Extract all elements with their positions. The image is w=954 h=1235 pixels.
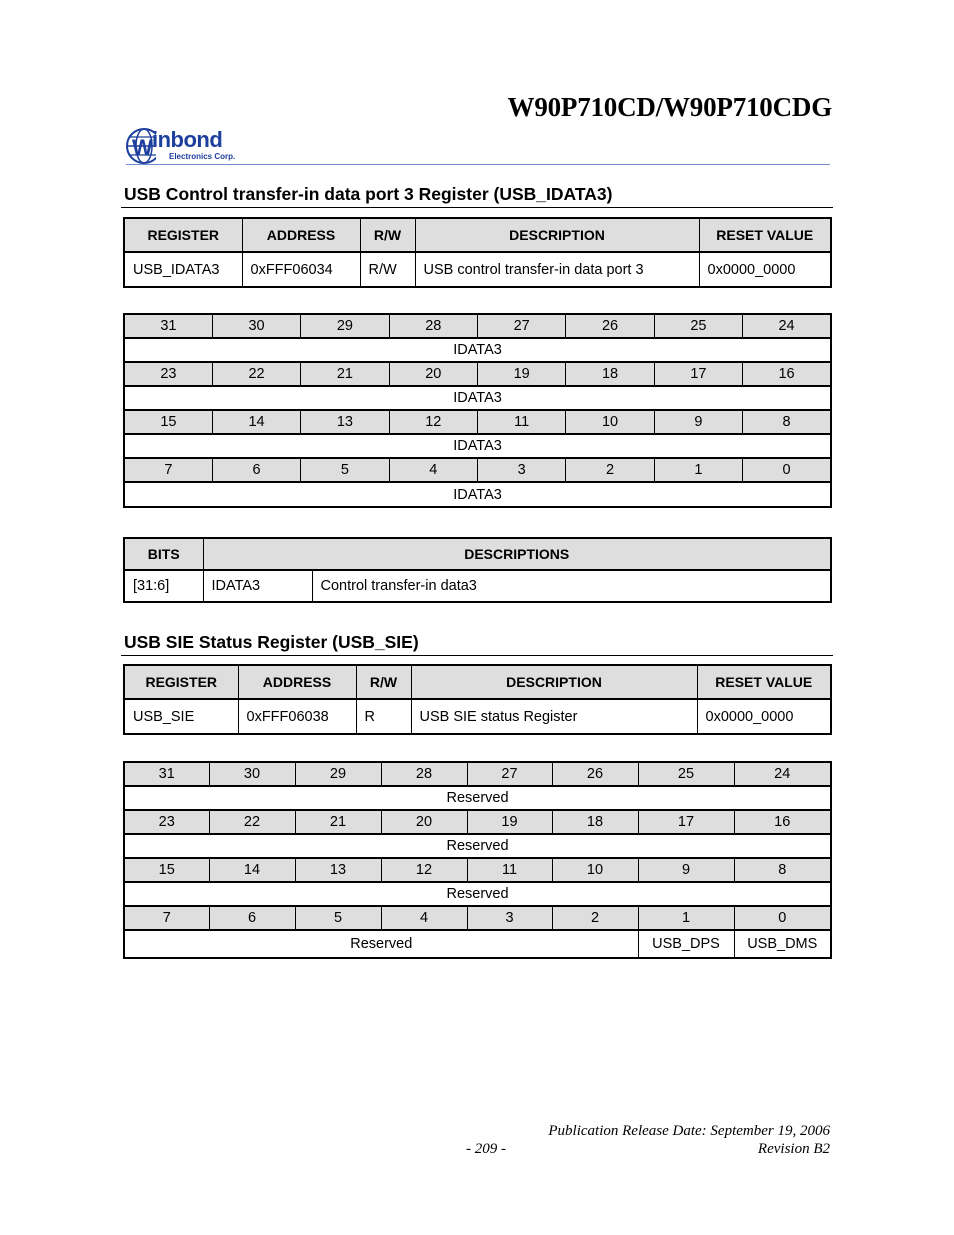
header-reset-value: RESET VALUE (697, 665, 831, 699)
svg-text:W: W (132, 135, 153, 160)
bit-field-name: Reserved (124, 882, 831, 906)
desc-text: Control transfer-in data3 (312, 570, 831, 602)
bit-field-name: Reserved (124, 930, 638, 958)
bit-number: 14 (212, 410, 300, 434)
register-table-sie (123, 664, 832, 735)
bit-number: 26 (566, 314, 654, 338)
bit-number: 2 (552, 906, 638, 930)
bit-table-sie (123, 761, 832, 959)
document-title: W90P710CD/W90P710CDG (507, 92, 832, 122)
bit-number: 7 (124, 458, 212, 482)
register-reset-value: 0x0000_0000 (699, 252, 831, 287)
register-table-idata3 (123, 217, 832, 288)
bit-number: 23 (124, 810, 209, 834)
bit-field-name: IDATA3 (124, 482, 831, 507)
bit-number: 21 (295, 810, 381, 834)
bit-number: 24 (743, 314, 831, 338)
header-description: DESCRIPTION (411, 665, 697, 699)
header-address: ADDRESS (242, 218, 360, 252)
bit-number: 9 (654, 410, 742, 434)
register-name: USB_IDATA3 (124, 252, 242, 287)
bit-number: 11 (478, 410, 566, 434)
bit-number: 6 (212, 458, 300, 482)
bit-number: 0 (743, 458, 831, 482)
bit-number: 28 (381, 762, 467, 786)
bit-number: 9 (638, 858, 734, 882)
bit-description-table (123, 537, 832, 603)
register-rw: R/W (360, 252, 415, 287)
header-rw: R/W (360, 218, 415, 252)
bit-number: 24 (734, 762, 831, 786)
header-register: REGISTER (124, 218, 242, 252)
bit-number: 30 (212, 314, 300, 338)
bit-number: 20 (389, 362, 477, 386)
bit-number: 31 (124, 314, 212, 338)
bit-number: 27 (467, 762, 552, 786)
bit-number: 28 (389, 314, 477, 338)
header-bits: BITS (124, 538, 203, 570)
register-description: USB SIE status Register (411, 699, 697, 734)
header-register: REGISTER (124, 665, 238, 699)
register-description: USB control transfer-in data port 3 (415, 252, 699, 287)
bit-number: 0 (734, 906, 831, 930)
section-title-idata3: USB Control transfer-in data port 3 Register (USB_IDATA3) (124, 184, 613, 204)
bit-number: 13 (295, 858, 381, 882)
bit-number: 5 (295, 906, 381, 930)
bit-number: 3 (467, 906, 552, 930)
bit-field-usb-dps: USB_DPS (638, 930, 734, 958)
bit-number: 3 (478, 458, 566, 482)
register-address: 0xFFF06034 (242, 252, 360, 287)
register-name: USB_SIE (124, 699, 238, 734)
bit-field-name: Reserved (124, 834, 831, 858)
bit-number: 4 (381, 906, 467, 930)
bit-number: 8 (734, 858, 831, 882)
bit-number: 21 (301, 362, 389, 386)
bit-number: 22 (212, 362, 300, 386)
bit-number: 15 (124, 858, 209, 882)
bit-number: 25 (654, 314, 742, 338)
bit-number: 4 (389, 458, 477, 482)
bit-number: 17 (654, 362, 742, 386)
publication-date: Publication Release Date: September 19, 2006 (548, 1123, 830, 1139)
bit-number: 26 (552, 762, 638, 786)
bit-number: 13 (301, 410, 389, 434)
register-reset-value: 0x0000_0000 (697, 699, 831, 734)
register-rw: R (356, 699, 411, 734)
bit-field-name: IDATA3 (124, 434, 831, 458)
bit-number: 18 (552, 810, 638, 834)
bit-number: 19 (478, 362, 566, 386)
bit-number: 18 (566, 362, 654, 386)
bit-number: 16 (743, 362, 831, 386)
bit-number: 8 (743, 410, 831, 434)
bit-number: 1 (638, 906, 734, 930)
bit-number: 17 (638, 810, 734, 834)
bit-field-usb-dms: USB_DMS (734, 930, 831, 958)
bit-number: 1 (654, 458, 742, 482)
bit-number: 15 (124, 410, 212, 434)
header-descriptions: DESCRIPTIONS (203, 538, 831, 570)
winbond-logo (126, 125, 256, 165)
section-rule (121, 655, 833, 656)
bit-number: 16 (734, 810, 831, 834)
bit-number: 20 (381, 810, 467, 834)
revision: Revision B2 (757, 1141, 830, 1157)
bit-number: 10 (566, 410, 654, 434)
bit-number: 14 (209, 858, 295, 882)
bit-number: 29 (301, 314, 389, 338)
bit-number: 23 (124, 362, 212, 386)
bit-number: 31 (124, 762, 209, 786)
section-title-sie: USB SIE Status Register (USB_SIE) (124, 632, 419, 652)
bit-table-idata3 (123, 313, 832, 508)
bit-number: 10 (552, 858, 638, 882)
bit-number: 30 (209, 762, 295, 786)
bit-field-name: IDATA3 (124, 338, 831, 362)
bit-number: 19 (467, 810, 552, 834)
bit-number: 25 (638, 762, 734, 786)
bit-number: 12 (381, 858, 467, 882)
register-address: 0xFFF06038 (238, 699, 356, 734)
header-address: ADDRESS (238, 665, 356, 699)
header-rule (126, 164, 830, 165)
header-description: DESCRIPTION (415, 218, 699, 252)
section-rule (121, 207, 833, 208)
logo-text: inbond (152, 127, 223, 152)
desc-bits: [31:6] (124, 570, 203, 602)
desc-field-name: IDATA3 (203, 570, 312, 602)
bit-number: 6 (209, 906, 295, 930)
bit-number: 5 (301, 458, 389, 482)
page-number: - 209 - (466, 1141, 506, 1157)
bit-number: 2 (566, 458, 654, 482)
bit-number: 22 (209, 810, 295, 834)
bit-number: 12 (389, 410, 477, 434)
bit-number: 7 (124, 906, 209, 930)
header-rw: R/W (356, 665, 411, 699)
bit-number: 29 (295, 762, 381, 786)
bit-field-name: Reserved (124, 786, 831, 810)
bit-field-name: IDATA3 (124, 386, 831, 410)
bit-number: 27 (478, 314, 566, 338)
logo-subtitle: Electronics Corp. (169, 152, 236, 161)
bit-number: 11 (467, 858, 552, 882)
header-reset-value: RESET VALUE (699, 218, 831, 252)
